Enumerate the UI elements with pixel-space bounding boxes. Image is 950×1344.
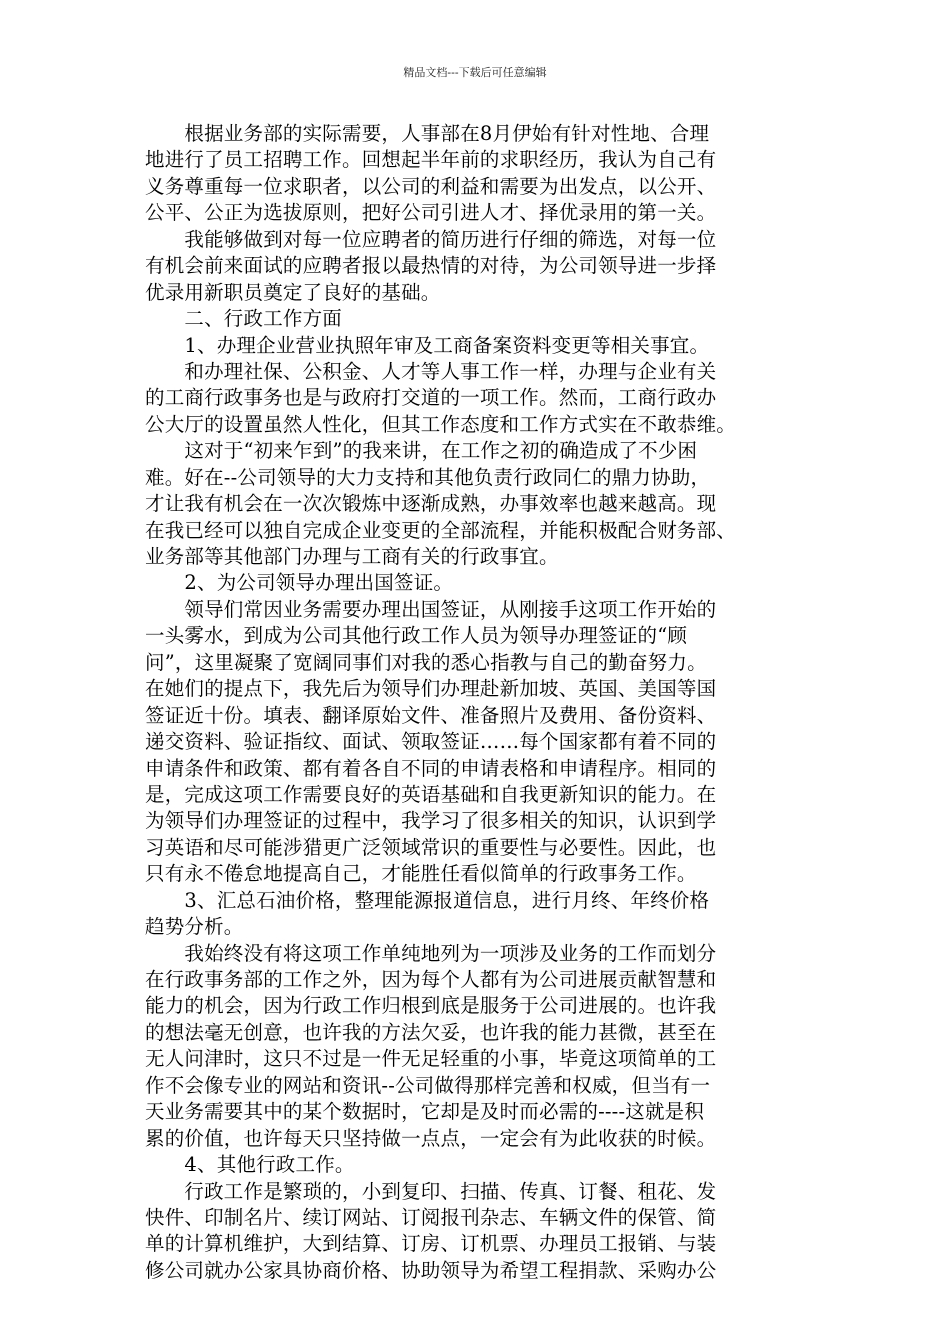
text-line: 累的价值，也许每天只坚持做一点点，一定会有为此收获的时候。 <box>145 1126 717 1150</box>
text-line: 习英语和尽可能涉猎更广泛领域常识的重要性与必要性。因此，也 <box>145 835 717 859</box>
text-line: 行政工作是繁琐的，小到复印、扫描、传真、订餐、租花、发 <box>145 1179 717 1203</box>
text-line: 4、其他行政工作。 <box>145 1153 355 1177</box>
text-line: 能力的机会，因为行政工作归根到底是服务于公司进展的。也许我 <box>145 994 717 1018</box>
text-line: 在行政事务部的工作之外，因为每个人都有为公司进展贡献智慧和 <box>145 968 717 991</box>
text-line: 递交资料、验证指纹、面试、领取签证……每个国家都有着不同的 <box>145 730 717 754</box>
text-line: 义务尊重每一位求职者，以公司的利益和需要为出发点，以公开、 <box>145 174 717 198</box>
text-line: 申请条件和政策、都有着各自不同的申请表格和申请程序。相同的 <box>145 756 717 780</box>
text-line: 的想法毫无创意，也许我的方法欠妥，也许我的能力甚微，甚至在 <box>145 1020 717 1044</box>
text-line: 3、汇总石油价格，整理能源报道信息，进行月终、年终价格 <box>145 888 710 912</box>
text-line: 1、办理企业营业执照年审及工商备案资料变更等相关事宜。 <box>145 333 710 357</box>
text-line: 这对于“初来乍到”的我来讲，在工作之初的确造成了不少困 <box>145 439 698 463</box>
text-line: 修公司就办公家具协商价格、协助领导为希望工程捐款、采购办公 <box>145 1258 717 1282</box>
text-line: 难。好在--公司领导的大力支持和其他负责行政同仁的鼎力协助， <box>145 465 711 489</box>
text-line: 天业务需要其中的某个数据时，它却是及时而必需的----这就是积 <box>145 1100 705 1124</box>
text-line: 在我已经可以独自完成企业变更的全部流程，并能积极配合财务部、 <box>145 518 737 542</box>
text-line: 2、为公司领导办理出国签证。 <box>145 571 454 595</box>
text-line: 才让我有机会在一次次锻炼中逐渐成熟，办事效率也越来越高。现 <box>145 492 717 516</box>
text-line: 业务部等其他部门办理与工商有关的行政事宜。 <box>145 545 559 568</box>
text-line: 公大厅的设置虽然人性化，但其工作态度和工作方式实在不敢恭维。 <box>145 412 737 436</box>
text-line: 二、行政工作方面 <box>145 307 343 331</box>
text-line: 单的计算机维护，大到结算、订房、订机票、办理员工报销、与装 <box>145 1232 717 1256</box>
text-line: 我始终没有将这项工作单纯地列为一项涉及业务的工作而划分 <box>145 941 717 965</box>
text-line: 根据业务部的实际需要，人事部在8月伊始有针对性地、合理 <box>145 122 710 145</box>
text-line: 和办理社保、公积金、人才等人事工作一样，办理与企业有关 <box>145 359 717 383</box>
document-body <box>145 121 813 1284</box>
text-line: 公平、公正为选拔原则，把好公司引进人才、择优录用的第一关。 <box>145 201 717 225</box>
text-line: 趋势分析。 <box>145 915 244 939</box>
text-line: 无人问津时，这只不过是一件无足轻重的小事，毕竟这项简单的工 <box>145 1047 717 1071</box>
text-line: 是，完成这项工作需要良好的英语基础和自我更新知识的能力。在 <box>145 782 717 806</box>
text-line: 优录用新职员奠定了良好的基础。 <box>145 280 441 304</box>
text-line: 为领导们办理签证的过程中，我学习了很多相关的知识，认识到学 <box>145 809 717 833</box>
text-line: 只有永不倦怠地提高自己，才能胜任看似简单的行政事务工作。 <box>145 862 697 886</box>
text-line: 我能够做到对每一位应聘者的简历进行仔细的筛选，对每一位 <box>145 227 717 251</box>
text-line: 领导们常因业务需要办理出国签证，从刚接手这项工作开始的 <box>145 597 717 621</box>
text-line: 地进行了员工招聘工作。回想起半年前的求职经历，我认为自己有 <box>145 148 717 172</box>
text-line: 一头雾水，到成为公司其他行政工作人员为领导办理签证的“顾 <box>145 624 688 648</box>
text-line: 的工商行政事务也是与政府打交道的一项工作。然而，工商行政办 <box>145 386 717 410</box>
text-line: 作不会像专业的网站和资讯--公司做得那样完善和权威，但当有一 <box>145 1073 711 1097</box>
page-header: 精品文档---下载后可任意编辑 <box>403 66 547 79</box>
text-line: 问”，这里凝聚了宽阔同事们对我的悉心指教与自己的勤奋努力。 <box>145 650 707 674</box>
text-line: 签证近十份。填表、翻译原始文件、准备照片及费用、备份资料、 <box>145 703 717 727</box>
text-line: 在她们的提点下，我先后为领导们办理赴新加坡、英国、美国等国 <box>145 677 717 701</box>
text-line: 有机会前来面试的应聘者报以最热情的对待，为公司领导进一步择 <box>145 254 717 278</box>
text-line: 快件、印制名片、续订网站、订阅报刊杂志、车辆文件的保管、简 <box>145 1205 717 1229</box>
